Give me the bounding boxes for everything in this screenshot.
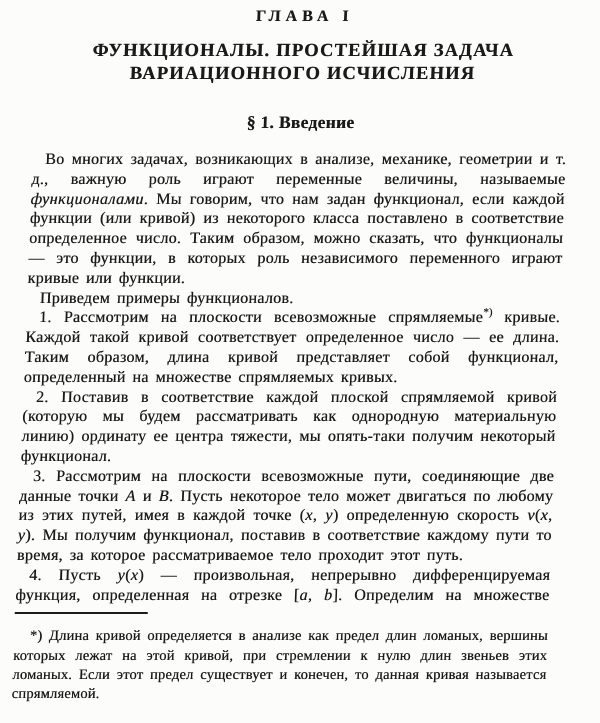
text-run: , — [547, 507, 553, 525]
chapter-title — [35, 40, 571, 86]
text-run: 3. Рассмотрим на плоскости всевозможные пути, соединяющие две данные точки — [18, 467, 555, 505]
footnote — [11, 627, 548, 704]
text-run: 1. Рассмотрим на плоскости всевозможные спрямляемые — [38, 309, 484, 327]
footnote-marker: *) — [482, 307, 493, 320]
section-heading: § 1. Введение — [246, 112, 355, 132]
italic-term: v — [526, 507, 536, 525]
italic-term: x — [304, 507, 314, 525]
text-run: ( — [124, 566, 132, 584]
text-run: Во многих задачах, возникающих в анализе, механике, геометрии и т. д., важную роль играют переменные величины, называемые — [31, 151, 567, 188]
example-4-paragraph — [15, 566, 551, 606]
text-run: ]. Определим на множестве — [332, 586, 550, 604]
italic-term: B — [158, 487, 170, 505]
italic-term: y — [17, 527, 26, 545]
italic-term: A — [125, 487, 137, 505]
text-run: 2. Поставив в соответствие каждой плоской спрямляемой кривой (которую мы будем рассматривать как однородную материальную линию) ординату ее центра тяжести, мы опять-таки получим некоторый функционал. — [20, 388, 558, 465]
text-run: . Мы говорим, что нам задан функционал, если каждой функции (или кривой) из некоторого класса поставлено в соответствие определенное число. Таким образом, можно сказать, что функционалы — это функции, в которых роль независимого переменного играют кривые или функции. — [27, 190, 565, 287]
italic-term: x — [540, 507, 549, 525]
chapter-title-line1: ФУНКЦИОНАЛЫ. ПРОСТЕЙШАЯ ЗАДАЧА — [92, 41, 515, 61]
example-2-paragraph — [20, 388, 557, 467]
chapter-title-line2: ВАРИАЦИОННОГО ИСЧИСЛЕНИЯ — [129, 64, 476, 84]
text-run: ) — произвольная, непрерывно дифференцируемая функция, определенная на отрезке [ — [15, 566, 551, 604]
italic-term: y — [324, 507, 334, 525]
text-run: ( — [534, 507, 541, 525]
text-run: *) Длина кривой определяется в анализе как предел длин ломаных, вершины которых лежат на этой кривой, при стремлении к нулю длин звеньев этих ломаных. Если этот предел существует и конечен, то данная кривая называется спрямляемой. — [11, 628, 549, 702]
chapter-label: ГЛАВА I — [255, 8, 354, 25]
text-run: и — [135, 487, 160, 505]
example-1-paragraph — [23, 308, 560, 387]
text-run: 4. Пусть — [28, 566, 118, 584]
text-run: ) определенную скорость — [332, 507, 528, 525]
text-run: , — [307, 586, 325, 604]
footnote-separator — [15, 612, 148, 614]
italic-term: a — [299, 586, 309, 604]
text-run: кривые. Каждой такой кривой соответствует определенное число — ее длина. Таким образом, длина кривой представляет собой функционал, определенный на множестве спрямляемых кривых. — [23, 309, 561, 386]
scanned-text-block — [11, 8, 572, 704]
italic-term: x — [130, 566, 139, 584]
italic-term: b — [323, 586, 333, 604]
text-run: , — [312, 507, 326, 525]
text-run: ). Мы получим функционал, поставив в соответствие каждому пути то время, за которое рассматриваемое тело проходит этот путь. — [16, 527, 553, 564]
footnote-text — [11, 627, 548, 704]
italic-term: y — [117, 566, 126, 584]
example-3-paragraph — [17, 467, 555, 566]
examples-intro-paragraph — [26, 289, 561, 309]
intro-paragraph — [27, 150, 566, 289]
text-run: . Пусть некоторое тело может двигаться по любому из этих путей, имея в каждой точке ( — [18, 487, 554, 525]
body-paragraphs — [15, 150, 566, 605]
text-run: Приведем примеры функционалов. — [39, 289, 294, 307]
italic-term: функционалами — [30, 190, 145, 208]
